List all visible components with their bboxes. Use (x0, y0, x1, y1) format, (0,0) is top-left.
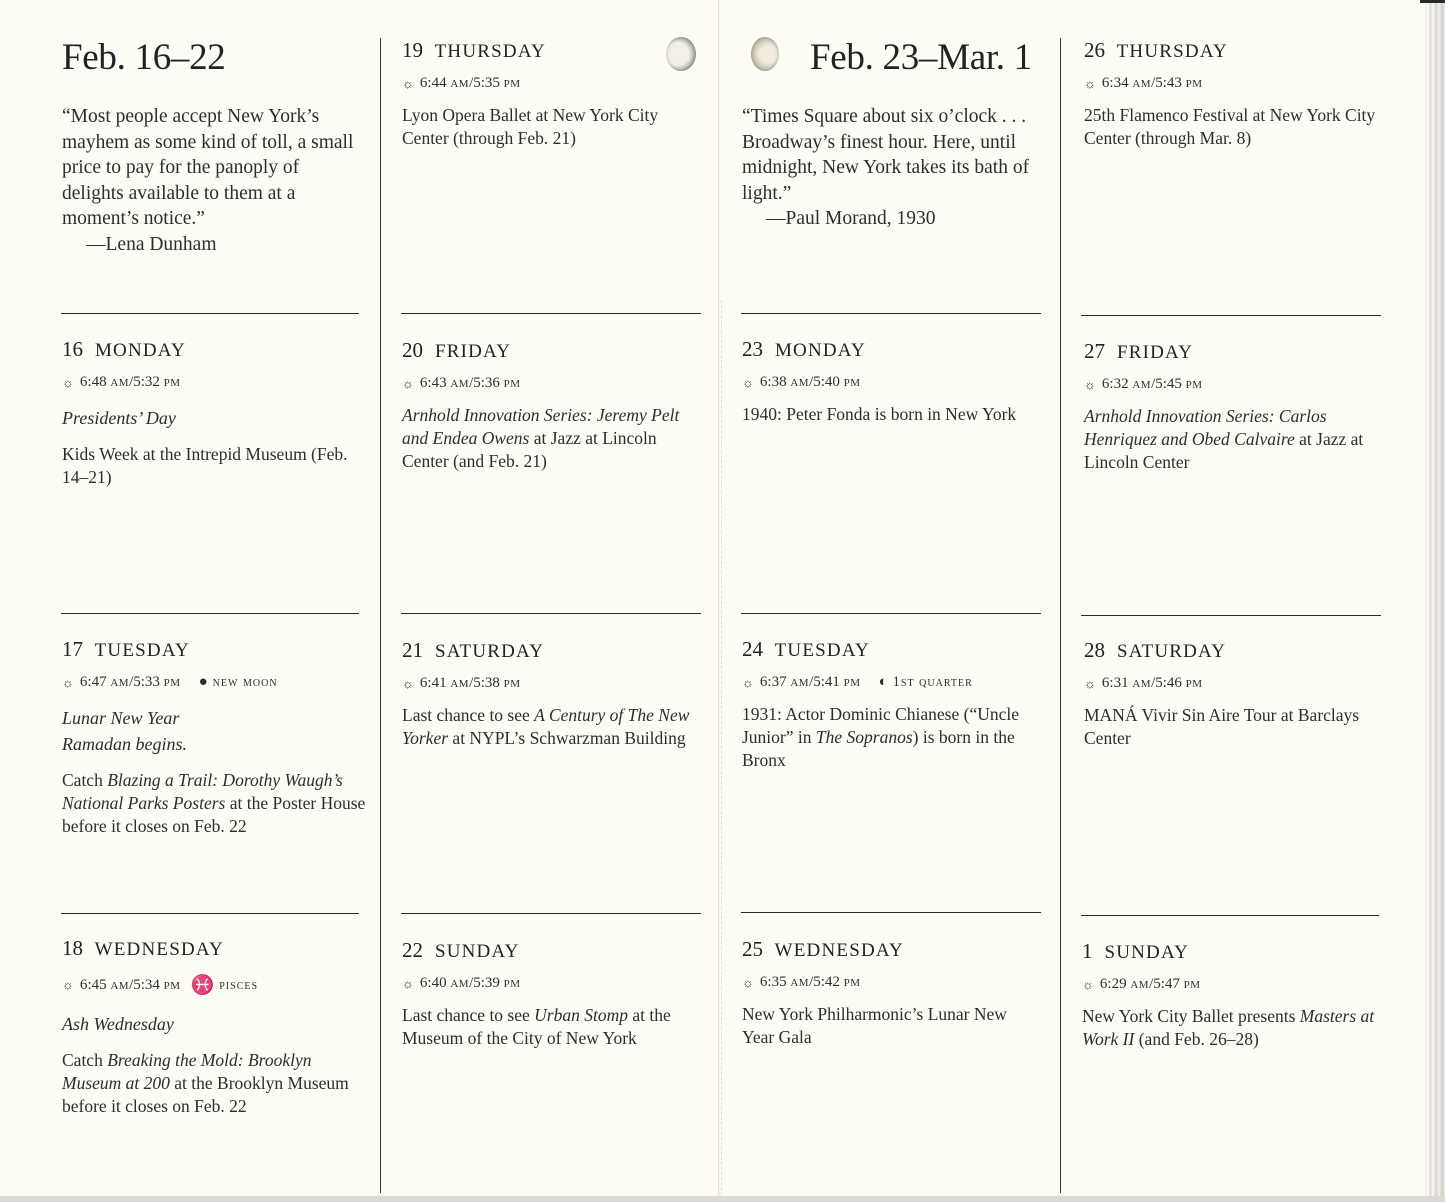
sunrise-time: 6:43 (419, 375, 447, 391)
event-title: Breaking the Mold: Brooklyn Museum at 200 (62, 1050, 312, 1093)
am-label: am (790, 674, 810, 690)
pm-label: pm (503, 375, 521, 391)
sun-icon: ☼ (1084, 376, 1096, 392)
day-number: 18 (62, 936, 83, 960)
event-text (1082, 1005, 1382, 1051)
sun-times (62, 674, 372, 691)
sunset-time: 5:39 (473, 975, 500, 991)
sun-times (402, 75, 702, 92)
event-detail: at Jazz at Lincoln Center (1084, 429, 1364, 472)
pm-label: pm (163, 374, 181, 390)
holiday-text (62, 705, 372, 757)
pm-label: pm (1185, 75, 1203, 91)
sun-times (62, 973, 367, 997)
sunrise-time: 6:48 (79, 374, 107, 390)
am-label: am (1132, 376, 1152, 392)
sun-icon: ☼ (742, 974, 754, 990)
row-divider (61, 613, 359, 614)
event-title: Masters at Work II (1082, 1006, 1375, 1049)
event-text (742, 703, 1047, 772)
pm-label: pm (843, 374, 861, 390)
day-number: 27 (1084, 339, 1105, 363)
first-quarter-moon-icon: ◐ (878, 674, 889, 690)
event-detail: 1931: Actor Dominic Chianese (“Uncle Junior” in (742, 704, 1020, 747)
sunset-time: 5:42 (813, 974, 840, 990)
day-heading (402, 638, 702, 663)
day-cell-1 (1082, 939, 1382, 1051)
sun-icon: ☼ (402, 975, 414, 991)
slash: / (1151, 376, 1156, 392)
moon-phase (199, 674, 278, 691)
pm-label: pm (1183, 976, 1201, 992)
slash: / (1151, 675, 1156, 691)
zodiac-sign (191, 973, 258, 997)
sun-times (1082, 976, 1382, 993)
sunrise-time: 6:31 (1101, 675, 1129, 691)
day-number: 25 (742, 937, 763, 961)
sunrise-time: 6:44 (419, 75, 447, 91)
holiday-line: Ramadan begins. (62, 734, 187, 754)
moon-phase (879, 674, 973, 691)
sun-icon: ☼ (742, 374, 754, 390)
event-detail: at the Poster House before it closes on Feb. 22 (62, 793, 366, 836)
sunrise-time: 6:32 (1101, 376, 1129, 392)
sun-times (402, 675, 702, 692)
day-heading (402, 38, 702, 63)
crescent-moon-icon (751, 37, 779, 71)
slash: / (129, 374, 134, 390)
page-edges (1425, 0, 1445, 1202)
column-divider (380, 38, 381, 1193)
day-heading (402, 938, 707, 963)
row-divider (1081, 915, 1379, 916)
sun-times (742, 674, 1047, 691)
row-divider (61, 913, 359, 914)
event-detail: Last chance to see (402, 705, 535, 725)
slash: / (1151, 75, 1156, 91)
phase-label: 1st quarter (892, 674, 973, 690)
event-text (62, 1049, 367, 1118)
sun-icon: ☼ (1082, 976, 1094, 992)
sun-icon: ☼ (62, 374, 74, 390)
am-label: am (450, 375, 470, 391)
am-label: am (110, 976, 130, 993)
event-detail: at the Museum of the City of New York (402, 1005, 671, 1048)
day-name: SATURDAY (1116, 641, 1227, 662)
sun-times (1084, 675, 1384, 692)
sunset-time: 5:45 (1155, 376, 1182, 392)
week-title: Feb. 16–22 (62, 37, 226, 78)
day-cell-25 (742, 937, 1042, 1049)
day-number: 24 (742, 637, 763, 661)
slash: / (469, 75, 474, 91)
sunset-time: 5:41 (813, 674, 840, 690)
day-name: MONDAY (94, 340, 186, 361)
day-heading (1084, 339, 1384, 364)
bottom-shadow (0, 1196, 1445, 1202)
sunset-time: 5:47 (1153, 976, 1180, 992)
event-text (402, 1004, 707, 1050)
am-label: am (1130, 976, 1150, 992)
column-divider (1060, 38, 1061, 1193)
sunrise-time: 6:35 (759, 974, 787, 990)
sun-icon: ☼ (1084, 75, 1096, 91)
sun-times (742, 374, 1042, 391)
event-detail: ) is born in the Bronx (742, 727, 1015, 770)
sunrise-time: 6:47 (79, 674, 107, 690)
day-heading (1084, 638, 1384, 663)
row-divider (741, 912, 1041, 913)
week-quote (742, 104, 1047, 232)
sun-icon: ☼ (62, 977, 74, 992)
am-label: am (790, 374, 810, 390)
day-name: SATURDAY (434, 641, 545, 662)
event-text (1084, 405, 1384, 474)
day-number: 1 (1082, 939, 1093, 963)
event-text (402, 704, 702, 750)
row-divider (401, 313, 701, 314)
pm-label: pm (1185, 675, 1203, 691)
am-label: am (1132, 75, 1152, 91)
pm-label: pm (163, 674, 181, 690)
sun-times (402, 375, 702, 392)
holiday-text: Presidents’ Day (62, 408, 176, 428)
day-number: 28 (1084, 638, 1105, 662)
event-text (402, 404, 702, 473)
event-detail: at NYPL’s Schwarzman Building (448, 728, 686, 748)
sun-times (402, 975, 707, 992)
quote-attribution: —Paul Morand, 1930 (766, 208, 936, 229)
day-name: WEDNESDAY (774, 940, 904, 961)
slash: / (809, 674, 814, 690)
sun-icon: ☼ (402, 675, 414, 691)
day-heading (742, 337, 1042, 362)
day-number: 19 (402, 38, 423, 62)
sunset-time: 5:46 (1155, 675, 1182, 691)
slash: / (469, 375, 474, 391)
event-title: Arnhold Innovation Series: Carlos Henriquez and Obed Calvaire (1084, 406, 1327, 449)
day-cell-27 (1084, 339, 1384, 474)
day-cell-19 (402, 38, 702, 150)
holiday-line: Lunar New Year (62, 708, 180, 728)
day-name: MONDAY (774, 340, 866, 361)
slash: / (469, 975, 474, 991)
day-cell-20 (402, 338, 702, 473)
day-name: THURSDAY (434, 41, 546, 62)
row-divider (401, 913, 701, 914)
sunset-time: 5:34 (133, 976, 160, 993)
day-heading (62, 637, 372, 662)
phase-label: new moon (212, 674, 278, 690)
holiday-text: Ash Wednesday (62, 1014, 174, 1034)
sun-times (62, 374, 362, 391)
event-detail: Catch (62, 770, 108, 790)
quote-text: “Times Square about six o’clock . . . Broadway’s finest hour. Here, until midnight, New York takes its bath of light.” (742, 106, 1030, 204)
event-title: A Century of The New Yorker (402, 705, 690, 748)
row-divider (1081, 315, 1381, 316)
event-title: Arnhold Innovation Series: Jeremy Pelt and Endea Owens (402, 405, 680, 448)
sunrise-time: 6:34 (1101, 75, 1129, 91)
pm-label: pm (843, 974, 861, 990)
sunset-time: 5:36 (473, 375, 500, 391)
event-title: Blazing a Trail: Dorothy Waugh’s National Parks Posters (62, 770, 343, 813)
day-cell-17 (62, 637, 372, 838)
day-cell-16 (62, 337, 362, 489)
am-label: am (450, 75, 470, 91)
sunrise-time: 6:45 (79, 976, 107, 993)
new-moon-icon: ● (198, 674, 209, 690)
event-detail: at Jazz at Lincoln Center (and Feb. 21) (402, 428, 657, 471)
event-text: Lyon Opera Ballet at New York City Center (through Feb. 21) (402, 105, 659, 148)
sun-icon: ☼ (62, 674, 74, 690)
event-text: 25th Flamenco Festival at New York City Center (through Mar. 8) (1084, 105, 1376, 148)
sunset-time: 5:40 (813, 374, 840, 390)
day-name: TUESDAY (94, 640, 190, 661)
day-cell-21 (402, 638, 702, 750)
event-detail: New York City Ballet presents (1082, 1006, 1300, 1026)
quote-attribution: —Lena Dunham (86, 233, 217, 255)
day-number: 23 (742, 337, 763, 361)
slash: / (129, 976, 134, 993)
row-divider (401, 613, 701, 614)
sun-times (1084, 75, 1384, 92)
day-name: TUESDAY (774, 640, 870, 661)
day-cell-22 (402, 938, 707, 1050)
day-number: 17 (62, 637, 83, 661)
week-title: Feb. 23–Mar. 1 (810, 37, 1032, 78)
event-detail: Catch (62, 1050, 108, 1070)
day-cell-28 (1084, 638, 1384, 750)
event-text: 1940: Peter Fonda is born in New York (742, 404, 1017, 424)
am-label: am (110, 674, 130, 690)
day-number: 26 (1084, 38, 1105, 62)
day-cell-26 (1084, 38, 1384, 150)
row-divider (741, 613, 1041, 614)
event-text (62, 769, 372, 838)
day-number: 16 (62, 337, 83, 361)
day-number: 21 (402, 638, 423, 662)
am-label: am (1132, 675, 1152, 691)
day-cell-18 (62, 936, 367, 1118)
sun-icon: ☼ (402, 75, 414, 91)
row-divider (741, 313, 1041, 314)
pisces-icon: ♓ (190, 975, 216, 996)
day-heading (1084, 38, 1384, 63)
day-heading (742, 937, 1042, 962)
day-name: FRIDAY (1116, 342, 1194, 363)
pm-label: pm (503, 975, 521, 991)
sunset-time: 5:32 (133, 374, 160, 390)
day-cell-23 (742, 337, 1042, 426)
sun-icon: ☼ (1084, 675, 1096, 691)
event-detail: (and Feb. 26–28) (1134, 1029, 1259, 1049)
day-number: 22 (402, 938, 423, 962)
sun-times (1084, 376, 1384, 393)
day-name: WEDNESDAY (94, 939, 224, 960)
pm-label: pm (503, 675, 521, 691)
event-text: New York Philharmonic’s Lunar New Year Gala (742, 1004, 1007, 1047)
am-label: am (110, 374, 130, 390)
event-text: Kids Week at the Intrepid Museum (Feb. 14–21) (62, 444, 348, 487)
pm-label: pm (843, 674, 861, 690)
slash: / (809, 374, 814, 390)
day-heading (1082, 939, 1382, 964)
event-detail: at the Brooklyn Museum before it closes on Feb. 22 (62, 1073, 349, 1116)
day-heading (402, 338, 702, 363)
day-number: 20 (402, 338, 423, 362)
pm-label: pm (1185, 376, 1203, 392)
day-heading (62, 936, 367, 961)
slash: / (1149, 976, 1154, 992)
quote-text: “Most people accept New York’s mayhem as some kind of toll, a small price to pay for the panoply of delights available to them at a moment’s notice.” (62, 106, 354, 229)
sunrise-time: 6:38 (759, 374, 787, 390)
sunset-time: 5:35 (473, 75, 500, 91)
day-name: SUNDAY (434, 941, 520, 962)
am-label: am (790, 974, 810, 990)
am-label: am (450, 675, 470, 691)
slash: / (809, 974, 814, 990)
sun-times (742, 974, 1042, 991)
sunset-time: 5:38 (473, 675, 500, 691)
am-label: am (450, 975, 470, 991)
sunset-time: 5:43 (1155, 75, 1182, 91)
sunrise-time: 6:41 (419, 675, 447, 691)
pm-label: pm (163, 976, 181, 993)
pm-label: pm (503, 75, 521, 91)
corner-mark (1420, 0, 1445, 3)
center-fold (721, 300, 722, 1195)
row-divider (1081, 615, 1381, 616)
week-quote (62, 104, 362, 257)
sunrise-time: 6:29 (1099, 976, 1127, 992)
day-name: THURSDAY (1116, 41, 1228, 62)
zodiac-label: pisces (219, 976, 259, 993)
day-heading (62, 337, 362, 362)
sunset-time: 5:33 (133, 674, 160, 690)
day-name: FRIDAY (434, 341, 512, 362)
event-text: MANÁ Vivir Sin Aire Tour at Barclays Center (1084, 705, 1360, 748)
slash: / (129, 674, 134, 690)
event-title: The Sopranos (815, 727, 913, 747)
sun-icon: ☼ (402, 375, 414, 391)
slash: / (469, 675, 474, 691)
sunrise-time: 6:37 (759, 674, 787, 690)
sun-icon: ☼ (742, 674, 754, 690)
event-detail: Last chance to see (402, 1005, 535, 1025)
row-divider (61, 313, 359, 314)
day-cell-24 (742, 637, 1047, 772)
day-name: SUNDAY (1104, 942, 1190, 963)
event-title: Urban Stomp (534, 1005, 628, 1025)
sunrise-time: 6:40 (419, 975, 447, 991)
day-heading (742, 637, 1047, 662)
